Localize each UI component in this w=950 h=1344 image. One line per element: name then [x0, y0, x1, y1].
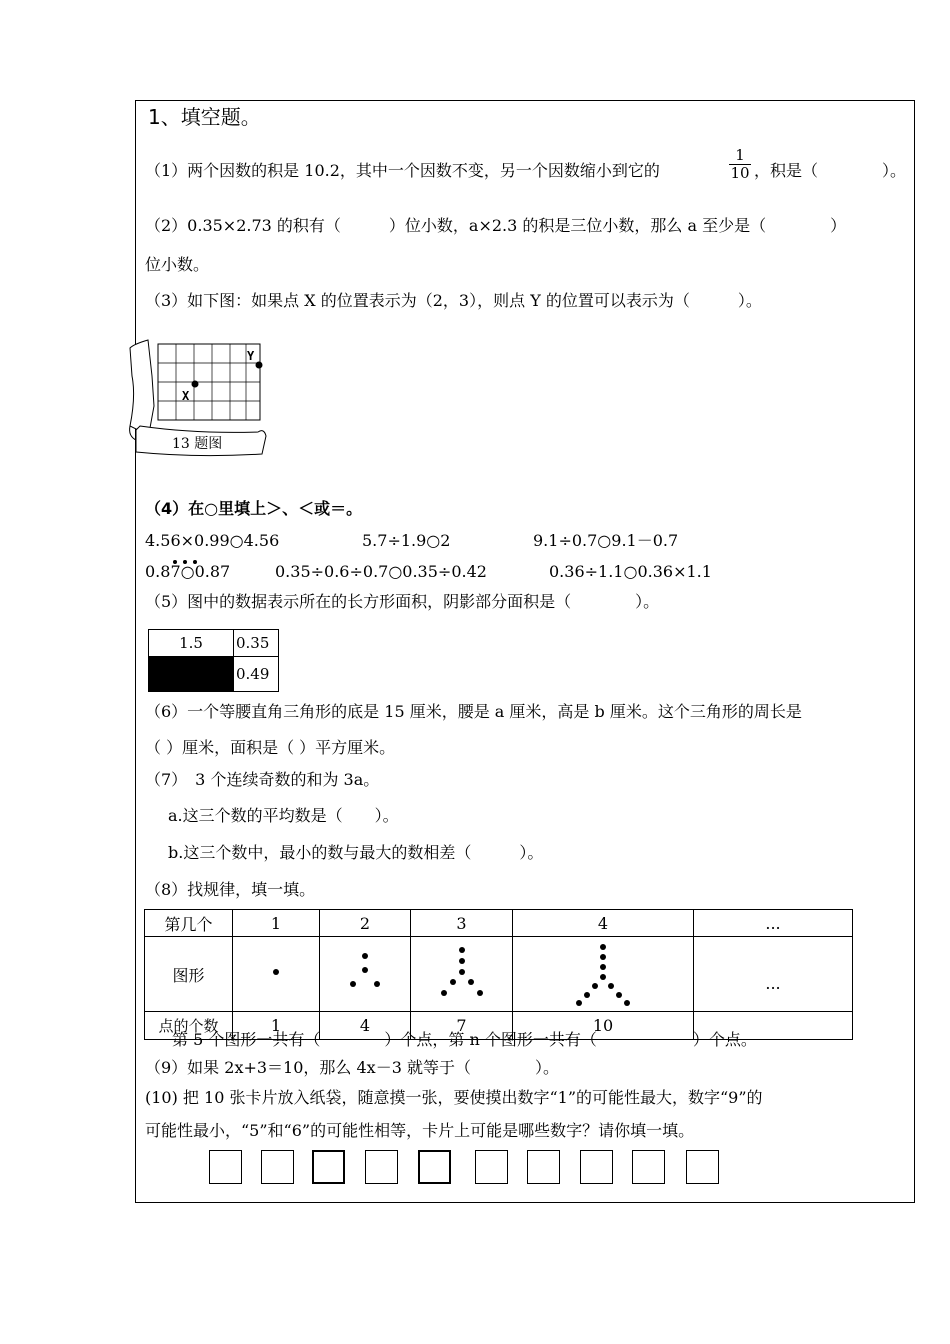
q2-line1: （2）0.35×2.73 的积有（ ）位小数，a×2.3 的积是三位小数，那么 a 至少是（ ）: [145, 216, 847, 235]
area-cell: 1.5: [149, 630, 234, 657]
q4-item: 5.7÷1.9○2: [362, 531, 451, 550]
index-cell: ...: [694, 910, 853, 937]
ellipsis-cell: ...: [694, 937, 853, 1012]
q7-head: （7） 3 个连续奇数的和为 3a。: [145, 770, 380, 789]
q9-text: （9）如果 2x+3＝10，那么 4x－3 就等于（ ）。: [145, 1058, 559, 1077]
coordinate-grid-figure: [126, 336, 268, 464]
dot-figure-3: [437, 945, 487, 999]
q3-text: （3）如下图：如果点 X 的位置表示为（2，3），则点 Y 的位置可以表示为（ ）。: [145, 291, 762, 310]
row-label: 图形: [145, 937, 233, 1012]
dot-figure-4: [573, 943, 633, 1007]
index-cell: 2: [320, 910, 411, 937]
q10-line1: (10) 把 10 张卡片放入纸袋，随意摸一张，要使摸出数字“1”的可能性最大，数字“9”的: [145, 1088, 763, 1107]
q4-item: 9.1÷0.7○9.1－0.7: [533, 531, 679, 550]
figure-cell: [233, 937, 320, 1012]
point-y-label: Y: [247, 349, 255, 363]
q10-line2: 可能性最小，“5”和“6”的可能性相等，卡片上可能是哪些数字？请你填一填。: [145, 1121, 695, 1140]
card-box[interactable]: [475, 1150, 508, 1184]
area-rectangle: [148, 629, 279, 692]
row-label: 第几个: [145, 910, 233, 937]
q1-text: （1）两个因数的积是 10.2，其中一个因数不变，另一个因数缩小到它的: [145, 161, 660, 180]
section-title: 1、填空题。: [148, 105, 261, 129]
index-cell: 3: [411, 910, 513, 937]
pattern-table: [144, 909, 853, 1040]
q7-a: a.这三个数的平均数是（ ）。: [168, 806, 399, 825]
q7-b: b.这三个数中，最小的数与最大的数相差（ ）。: [168, 843, 544, 862]
index-cell: 4: [513, 910, 694, 937]
card-box[interactable]: [632, 1150, 665, 1184]
q4-item: 0.35÷0.6÷0.7○0.35÷0.42: [275, 562, 487, 581]
fraction-denominator: 10: [730, 164, 750, 182]
count-cell: 1: [233, 1012, 320, 1040]
figure-caption: 13 题图: [172, 436, 223, 452]
area-cell: 0.49: [234, 657, 279, 692]
dot-figure-2: [345, 950, 385, 994]
card-box[interactable]: [365, 1150, 398, 1184]
q8-head: （8）找规律，填一填。: [145, 880, 316, 899]
point-x-label: X: [182, 389, 190, 403]
row-label: 点的个数: [145, 1012, 233, 1040]
card-box[interactable]: [418, 1150, 451, 1184]
figure-cell: [411, 937, 513, 1012]
figure-cell: [320, 937, 411, 1012]
card-box[interactable]: [527, 1150, 560, 1184]
q2-line2: 位小数。: [145, 255, 210, 274]
area-cell: 0.35: [234, 630, 279, 657]
q4-item: 4.56×0.99○4.56: [145, 531, 280, 550]
q4-heading: （4）在○里填上＞、＜或＝。: [145, 499, 363, 518]
q5-text: （5）图中的数据表示所在的长方形面积，阴影部分面积是（ ）。: [145, 592, 660, 611]
card-box[interactable]: [312, 1150, 345, 1184]
fraction-numerator: 1: [735, 146, 745, 164]
shaded-area: [149, 657, 234, 692]
card-box[interactable]: [261, 1150, 294, 1184]
q4-item: 0.36÷1.1○0.36×1.1: [549, 562, 712, 581]
q6-line2: （ ）厘米，面积是（ ）平方厘米。: [145, 738, 396, 757]
index-cell: 1: [233, 910, 320, 937]
q1-tail: ，积是（ ）。: [754, 161, 907, 180]
q6-line1: （6）一个等腰直角三角形的底是 15 厘米，腰是 a 厘米，高是 b 厘米。这个三角形的周长是: [145, 702, 802, 721]
card-box[interactable]: [686, 1150, 719, 1184]
figure-cell: [513, 937, 694, 1012]
count-cell: 10: [513, 1012, 694, 1040]
count-cell: 7: [411, 1012, 513, 1040]
q8-answer: 第 5 个图形一共有（ ）个点，第 n 个图形一共有（ ）个点。: [172, 1030, 757, 1049]
count-cell: 4: [320, 1012, 411, 1040]
q4-item: 0.87○0.87: [145, 562, 231, 581]
card-box[interactable]: [209, 1150, 242, 1184]
card-box[interactable]: [580, 1150, 613, 1184]
dot-figure-1: [266, 962, 286, 982]
q1-fraction: [728, 147, 752, 182]
